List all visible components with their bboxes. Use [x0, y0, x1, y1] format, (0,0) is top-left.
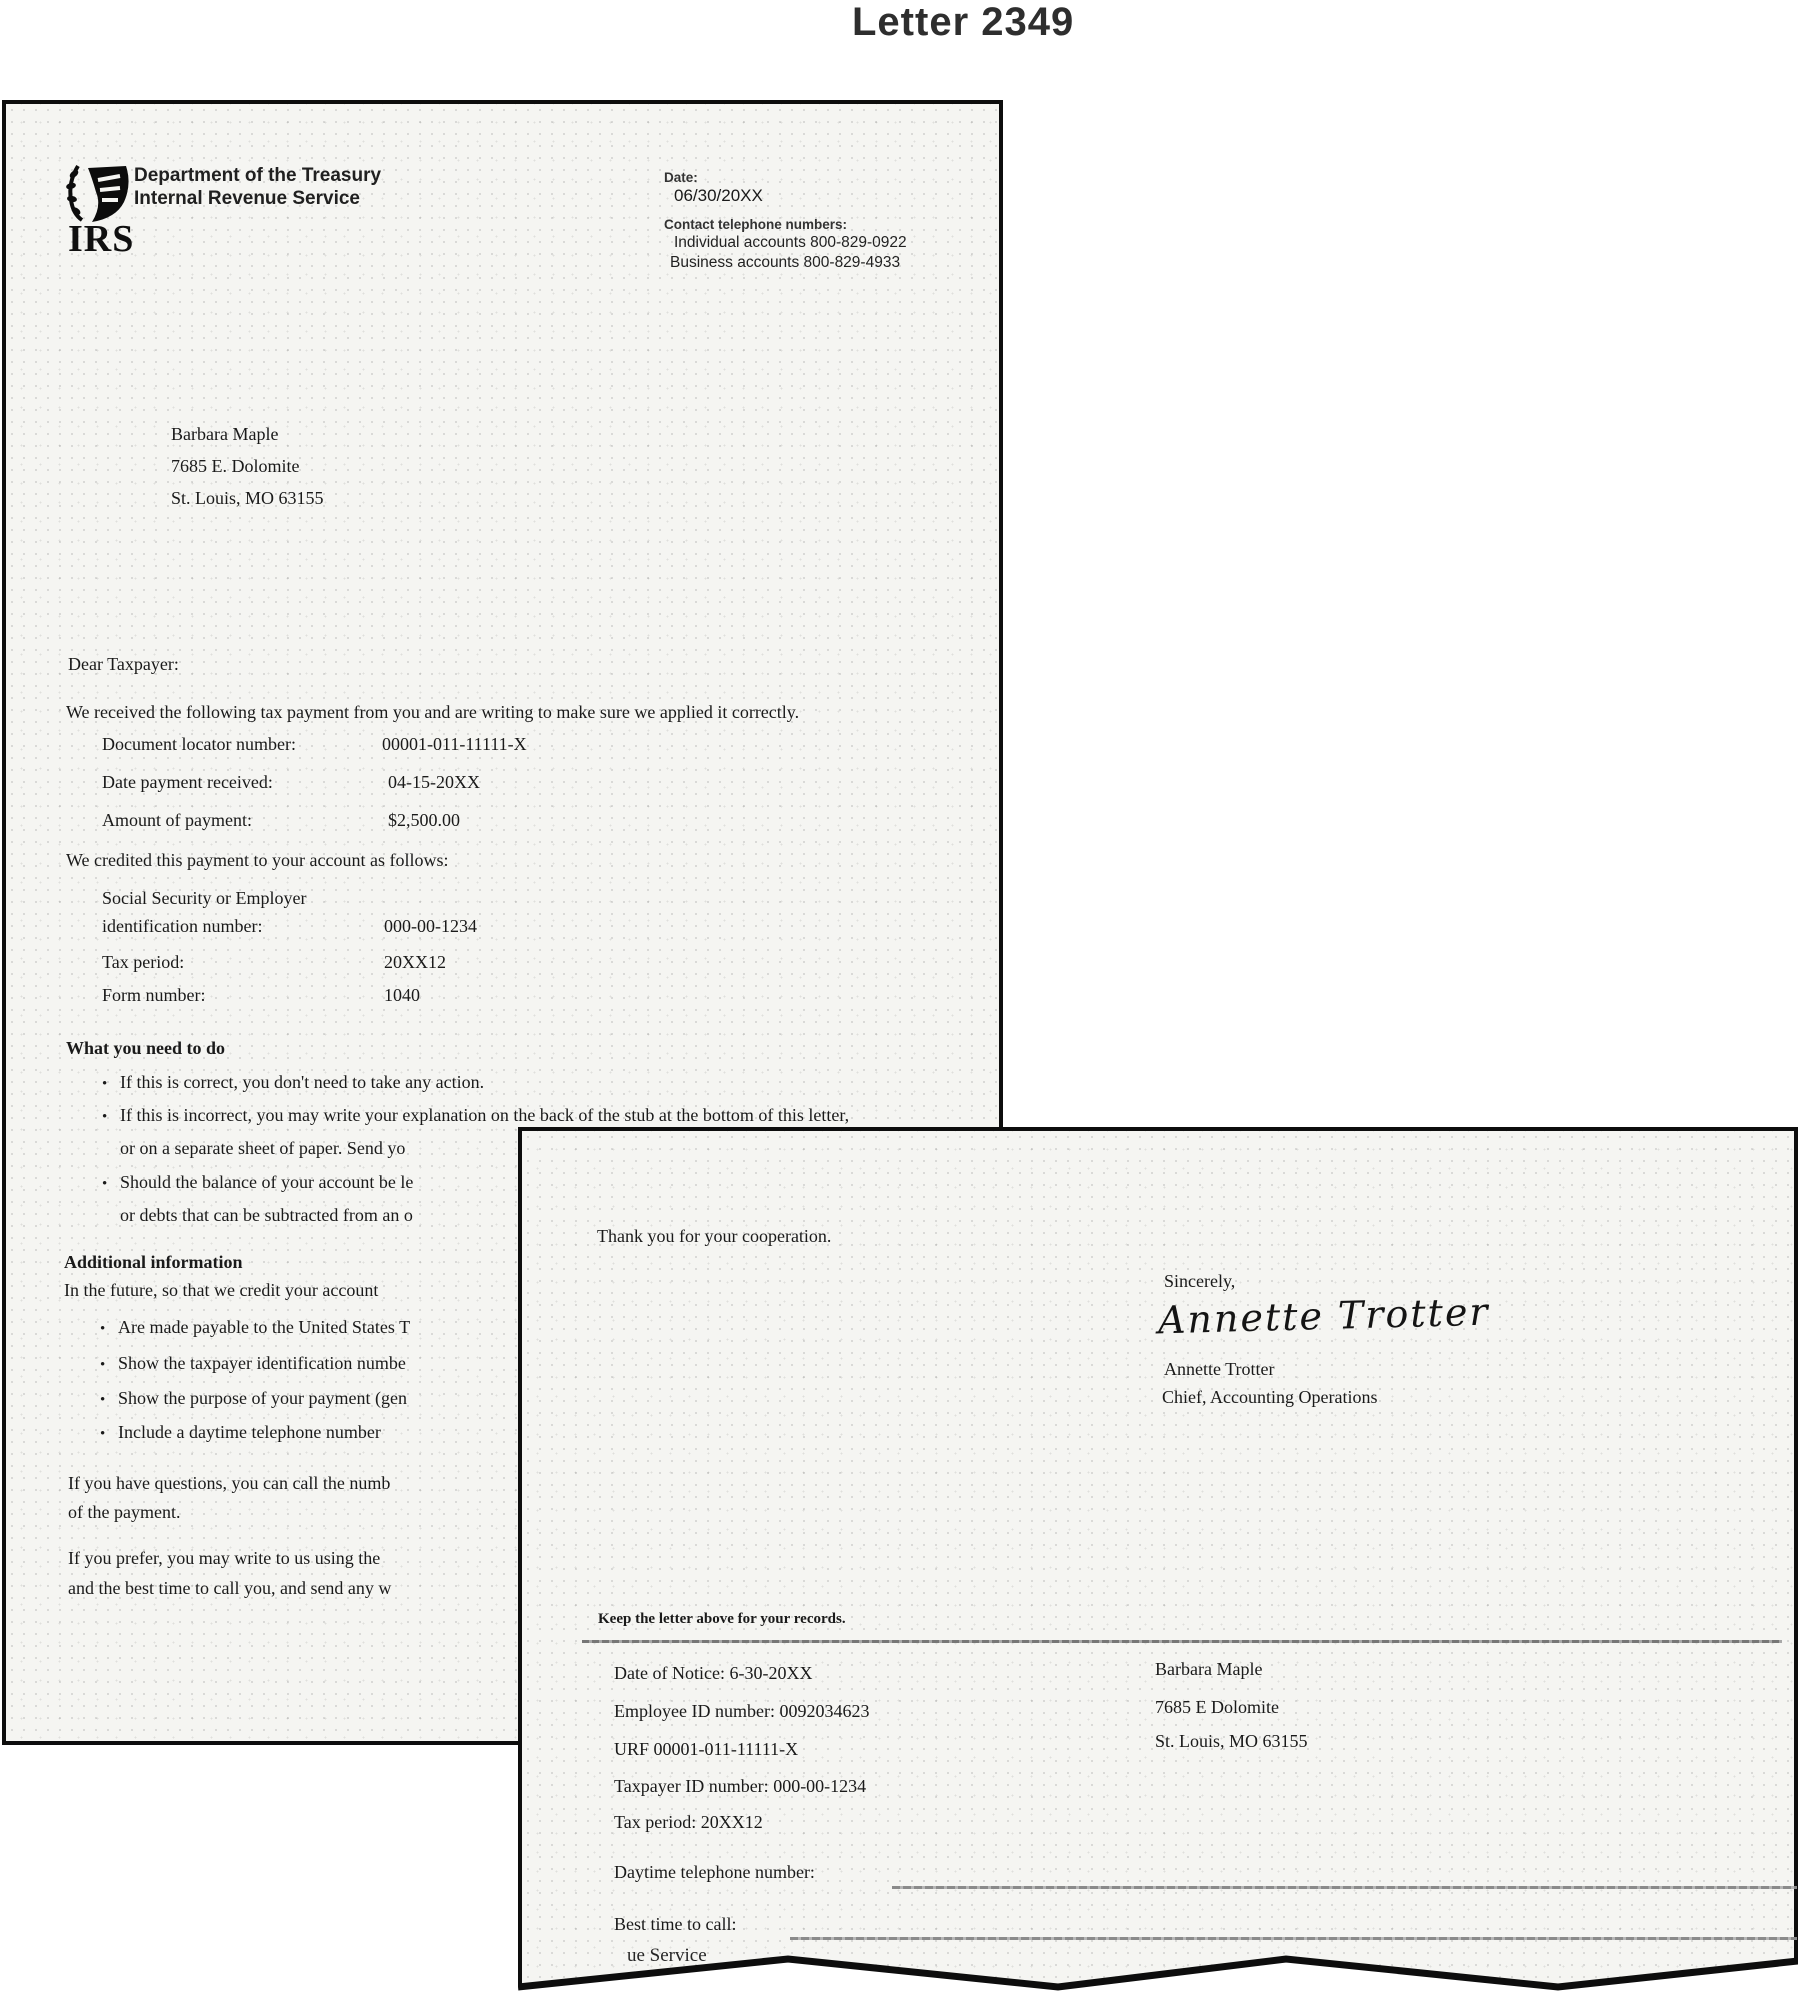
section-heading-additional-info: Additional information [64, 1252, 243, 1272]
signature-script: Annette Trotter [1157, 1289, 1491, 1343]
questions-paragraph-line2: of the payment. [68, 1502, 181, 1522]
field-value-date-received: 04-15-20XX [388, 772, 480, 792]
prefer-paragraph-line2: and the best time to call you, and send any w [68, 1578, 392, 1598]
contact-business-line: Business accounts 800-829-4933 [670, 254, 901, 271]
stub-field-date-of-notice [614, 1663, 812, 1684]
contact-individual-line: Individual accounts 800-829-0922 [674, 234, 907, 251]
torn-text-fragment: ue Service [627, 1945, 707, 1966]
date-label: Date: [664, 170, 698, 185]
stub-field-value: 6-30-20XX [729, 1663, 813, 1683]
stub-field-label: Employee ID number: [614, 1701, 775, 1721]
bullet-include-phone: • Include a daytime telephone number [100, 1422, 381, 1443]
stub-recipient-city: St. Louis, MO 63155 [1155, 1731, 1308, 1751]
phone-label: Daytime telephone number: [614, 1862, 815, 1882]
questions-paragraph-line1: If you have questions, you can call the numb [68, 1473, 391, 1493]
field-label-form-number: Form number: [102, 985, 206, 1005]
irs-eagle-logo-icon [64, 162, 132, 224]
phone-blank-line [892, 1886, 1797, 1889]
section-heading-what-to-do: What you need to do [66, 1038, 226, 1058]
stub-page [518, 1127, 1798, 1991]
torn-edge [518, 1947, 1798, 1995]
records-divider-rule [582, 1640, 1782, 1643]
signer-name: Annette Trotter [1164, 1359, 1275, 1379]
bullet-show-tin: • Show the taxpayer identification numbe [100, 1353, 406, 1374]
contact-numbers-label: Contact telephone numbers: [664, 217, 848, 232]
field-value-amount: $2,500.00 [388, 810, 460, 830]
credited-intro: We credited this payment to your account as follows: [66, 850, 449, 870]
agency-name-line1: Department of the Treasury [134, 165, 382, 186]
irs-wordmark: IRS [68, 218, 135, 260]
additional-intro-line: In the future, so that we credit your account [64, 1280, 379, 1300]
recipient-city: St. Louis, MO 63155 [171, 488, 324, 508]
stub-recipient-street: 7685 E Dolomite [1155, 1697, 1279, 1717]
recipient-name: Barbara Maple [171, 424, 279, 444]
bullet-balance-line2: or debts that can be subtracted from an o [120, 1205, 413, 1225]
field-label-ssn-line2: identification number: [102, 916, 263, 936]
stub-field-urf [614, 1739, 798, 1760]
page-title: Letter 2349 [852, 0, 1075, 44]
stub-recipient-name: Barbara Maple [1155, 1659, 1263, 1679]
recipient-street: 7685 E. Dolomite [171, 456, 300, 476]
field-value-tax-period: 20XX12 [384, 952, 446, 972]
stub-field-value: 00001-011-11111-X [653, 1739, 799, 1759]
bullet-incorrect-line1: • If this is incorrect, you may write your explanation on the back of the stub at the bottom of this letter, [102, 1105, 849, 1126]
field-label-amount: Amount of payment: [102, 810, 252, 830]
agency-name-line2: Internal Revenue Service [134, 188, 360, 209]
stub-field-tax-period [614, 1812, 763, 1833]
field-value-form-number: 1040 [384, 985, 420, 1005]
stub-field-taxpayer-id [614, 1776, 866, 1797]
field-label-ssn-line1: Social Security or Employer [102, 888, 307, 908]
intro-paragraph: We received the following tax payment from you and are writing to make sure we applied it correctly. [66, 702, 800, 722]
stub-field-label: Taxpayer ID number: [614, 1776, 769, 1796]
closing-sincerely: Sincerely, [1164, 1271, 1236, 1291]
stub-field-label: URF [614, 1739, 650, 1759]
bullet-balance-line1: • Should the balance of your account be le [102, 1172, 413, 1193]
field-label-date-received: Date payment received: [102, 772, 273, 792]
best-time-label: Best time to call: [614, 1914, 737, 1934]
field-value-document-locator: 00001-011-11111-X [382, 734, 527, 754]
date-value: 06/30/20XX [674, 186, 763, 205]
signer-title: Chief, Accounting Operations [1162, 1387, 1378, 1407]
field-label-tax-period: Tax period: [102, 952, 185, 972]
field-label-document-locator: Document locator number: [102, 734, 296, 754]
salutation: Dear Taxpayer: [68, 654, 179, 674]
keep-records-note: Keep the letter above for your records. [598, 1611, 846, 1627]
thanks-line: Thank you for your cooperation. [597, 1226, 832, 1246]
stub-field-employee-id [614, 1701, 869, 1722]
stub-field-label: Tax period: [614, 1812, 697, 1832]
stub-field-label: Date of Notice: [614, 1663, 725, 1683]
bullet-incorrect-line2: or on a separate sheet of paper. Send yo [120, 1138, 406, 1158]
bullet-correct-no-action: • If this is correct, you don't need to take any action. [102, 1072, 484, 1093]
prefer-paragraph-line1: If you prefer, you may write to us using the [68, 1548, 381, 1568]
stub-field-value: 000-00-1234 [773, 1776, 867, 1796]
field-value-ssn: 000-00-1234 [384, 916, 477, 936]
stub-field-value: 0092034623 [779, 1701, 870, 1721]
best-time-blank-line [790, 1937, 1797, 1940]
stub-field-value: 20XX12 [700, 1812, 763, 1832]
bullet-payable-to-treasury: • Are made payable to the United States T [100, 1317, 410, 1338]
bullet-show-purpose: • Show the purpose of your payment (gen [100, 1388, 407, 1409]
